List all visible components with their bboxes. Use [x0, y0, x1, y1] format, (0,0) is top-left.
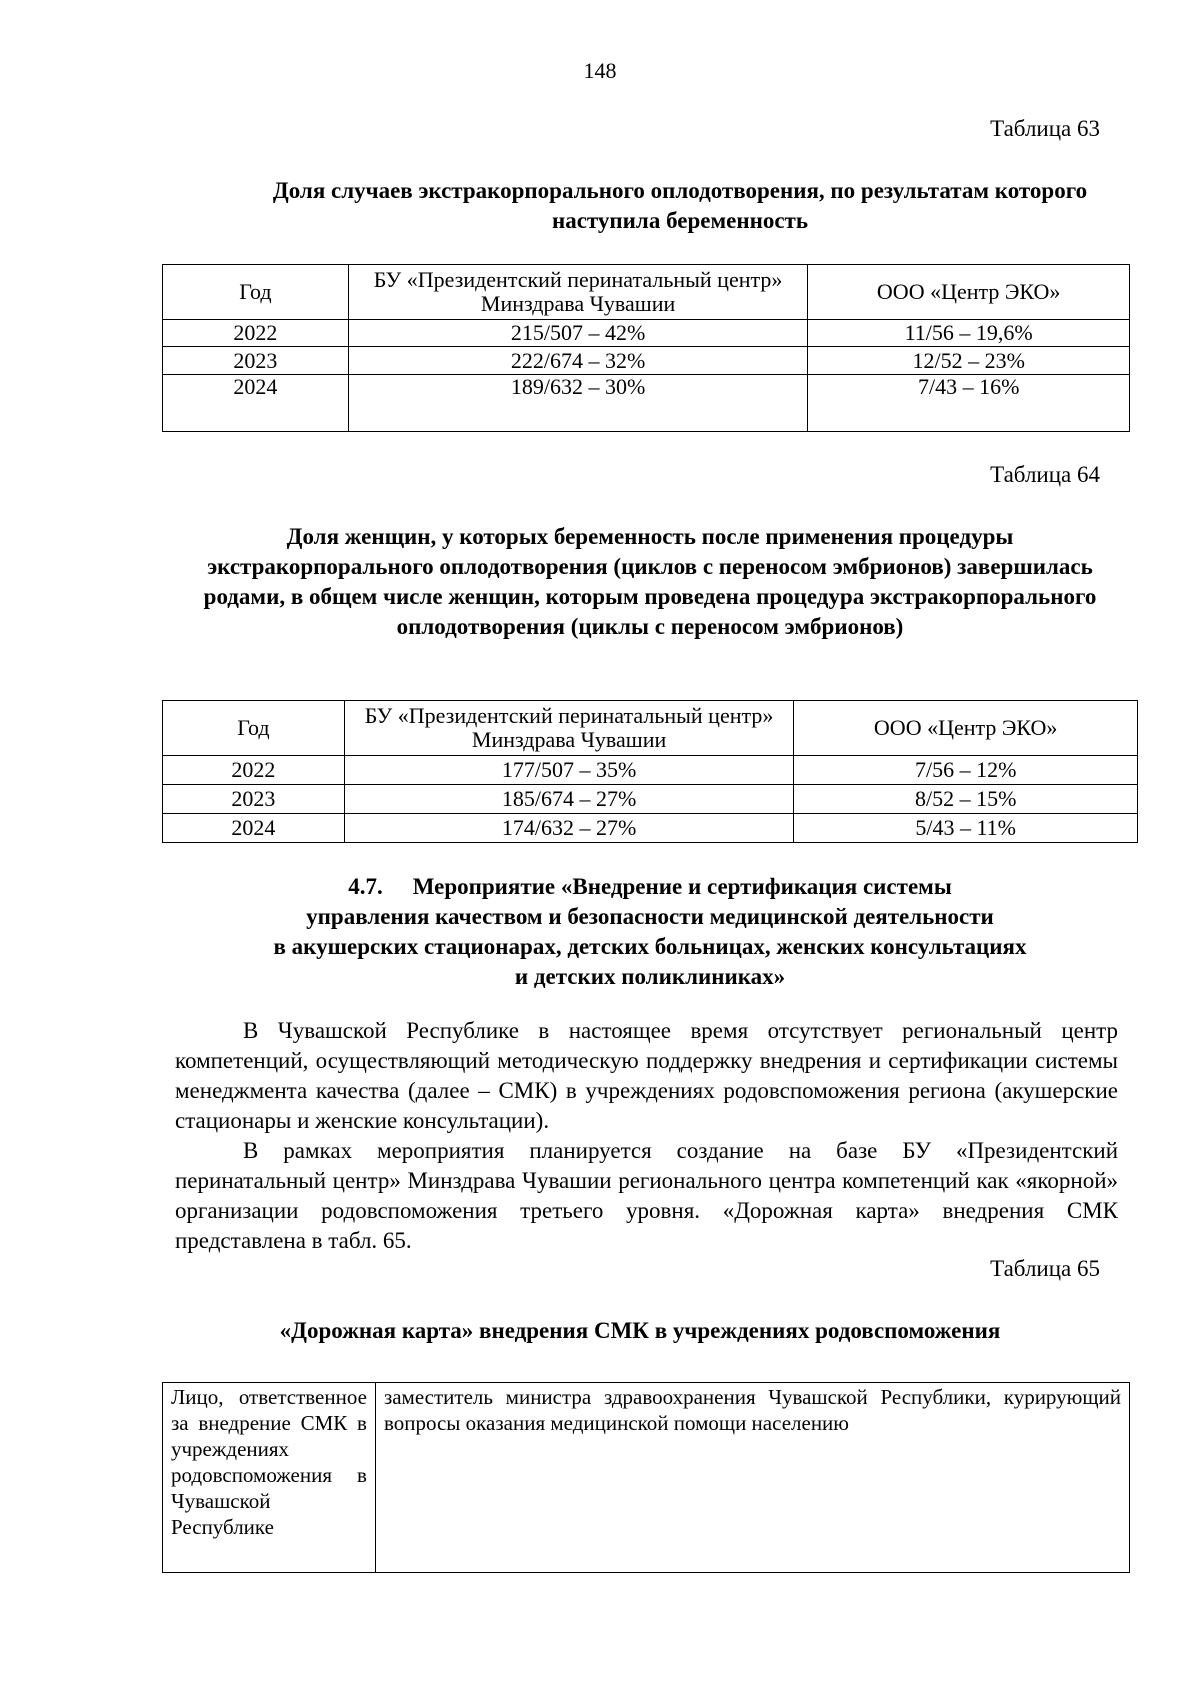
table-header-row	[163, 265, 1130, 320]
cell-perinatal: 222/674 – 32%	[348, 347, 808, 374]
cell-year: 2022	[163, 756, 345, 785]
cell-perinatal: 185/674 – 27%	[344, 785, 794, 814]
table-64	[162, 700, 1138, 843]
section-heading-line-1	[190, 872, 1110, 902]
cell-eco: 8/52 – 15%	[794, 785, 1138, 814]
table-64-title: Доля женщин, у которых беременность после применения процедуры экстракорпорального оплодотворения (циклов с переносом эмбрионов) завершилась родами, в общем числе женщин, которым проведена процедура экстракорпорального оплодотворения (циклы с переносом эмбрионов)	[203, 524, 1097, 639]
table-63-title: Доля случаев экстракорпорального оплодотворения, по результатам которого наступила беременность	[272, 178, 1088, 233]
body-text	[175, 1016, 1118, 1256]
responsible-person-label: Лицо, ответственное за внедрение СМК в учреждениях родовспоможения в Чувашской Республике	[163, 1383, 376, 1573]
cell-year: 2023	[163, 347, 349, 374]
section-heading-line-3: в акушерских стационарах, детских больницах, женских консультациях	[273, 934, 1027, 959]
cell-perinatal: 177/507 – 35%	[344, 756, 794, 785]
table-row	[163, 374, 1130, 431]
table-65-title: «Дорожная карта» внедрения СМК в учреждениях родовспоможения	[279, 1318, 1001, 1343]
table-row	[163, 320, 1130, 347]
table-64-label: Таблица 64	[990, 462, 1100, 487]
header-year: Год	[163, 701, 345, 756]
cell-year: 2024	[163, 374, 349, 431]
cell-perinatal: 189/632 – 30%	[348, 374, 808, 431]
header-year: Год	[163, 265, 349, 320]
header-eco-center: ООО «Центр ЭКО»	[808, 265, 1130, 320]
section-heading-text: Мероприятие «Внедрение и сертификация системы	[412, 874, 952, 899]
responsible-person-value: заместитель министра здравоохранения Чувашской Республики, курирующий вопросы оказания медицинской помощи населению	[375, 1383, 1129, 1573]
header-perinatal-center: БУ «Президентский перинатальный центр» Минздрава Чувашии	[344, 701, 794, 756]
table-header-row	[163, 701, 1138, 756]
header-perinatal-center: БУ «Президентский перинатальный центр» Минздрава Чувашии	[348, 265, 808, 320]
table-row	[163, 785, 1138, 814]
header-eco-center: ООО «Центр ЭКО»	[794, 701, 1138, 756]
cell-year: 2023	[163, 785, 345, 814]
table-row	[163, 347, 1130, 374]
cell-perinatal: 174/632 – 27%	[344, 814, 794, 843]
table-63-label: Таблица 63	[990, 116, 1100, 141]
cell-eco: 7/43 – 16%	[808, 374, 1130, 431]
table-65	[162, 1382, 1130, 1573]
cell-eco: 12/52 – 23%	[808, 347, 1130, 374]
section-heading	[190, 872, 1110, 992]
cell-perinatal: 215/507 – 42%	[348, 320, 808, 347]
table-row	[163, 756, 1138, 785]
section-heading-line-4: и детских поликлиниках»	[514, 964, 786, 989]
cell-year: 2022	[163, 320, 349, 347]
table-row	[163, 1383, 1130, 1573]
paragraph: В Чувашской Республике в настоящее время отсутствует региональный центр компетенций, осуществляющий методическую поддержку внедрения и сертификации системы менеджмента качества (далее – СМК) в учреждениях родовспоможения региона (акушерские стационары и женские консультации).	[175, 1018, 1118, 1133]
table-65-label: Таблица 65	[990, 1256, 1100, 1281]
paragraph: В рамках мероприятия планируется создание на базе БУ «Президентский перинатальный центр» Минздрава Чувашии регионального центра компетенций как «якорной» организации родовспоможения третьего уровня. «Дорожная карта» внедрения СМК представлена в табл. 65.	[175, 1138, 1118, 1253]
section-heading-line-2: управления качеством и безопасности медицинской деятельности	[306, 904, 994, 929]
page-number: 148	[583, 58, 617, 83]
cell-year: 2024	[163, 814, 345, 843]
section-number: 4.7.	[348, 874, 383, 899]
table-63	[162, 264, 1130, 432]
cell-eco: 7/56 – 12%	[794, 756, 1138, 785]
table-row	[163, 814, 1138, 843]
cell-eco: 11/56 – 19,6%	[808, 320, 1130, 347]
cell-eco: 5/43 – 11%	[794, 814, 1138, 843]
